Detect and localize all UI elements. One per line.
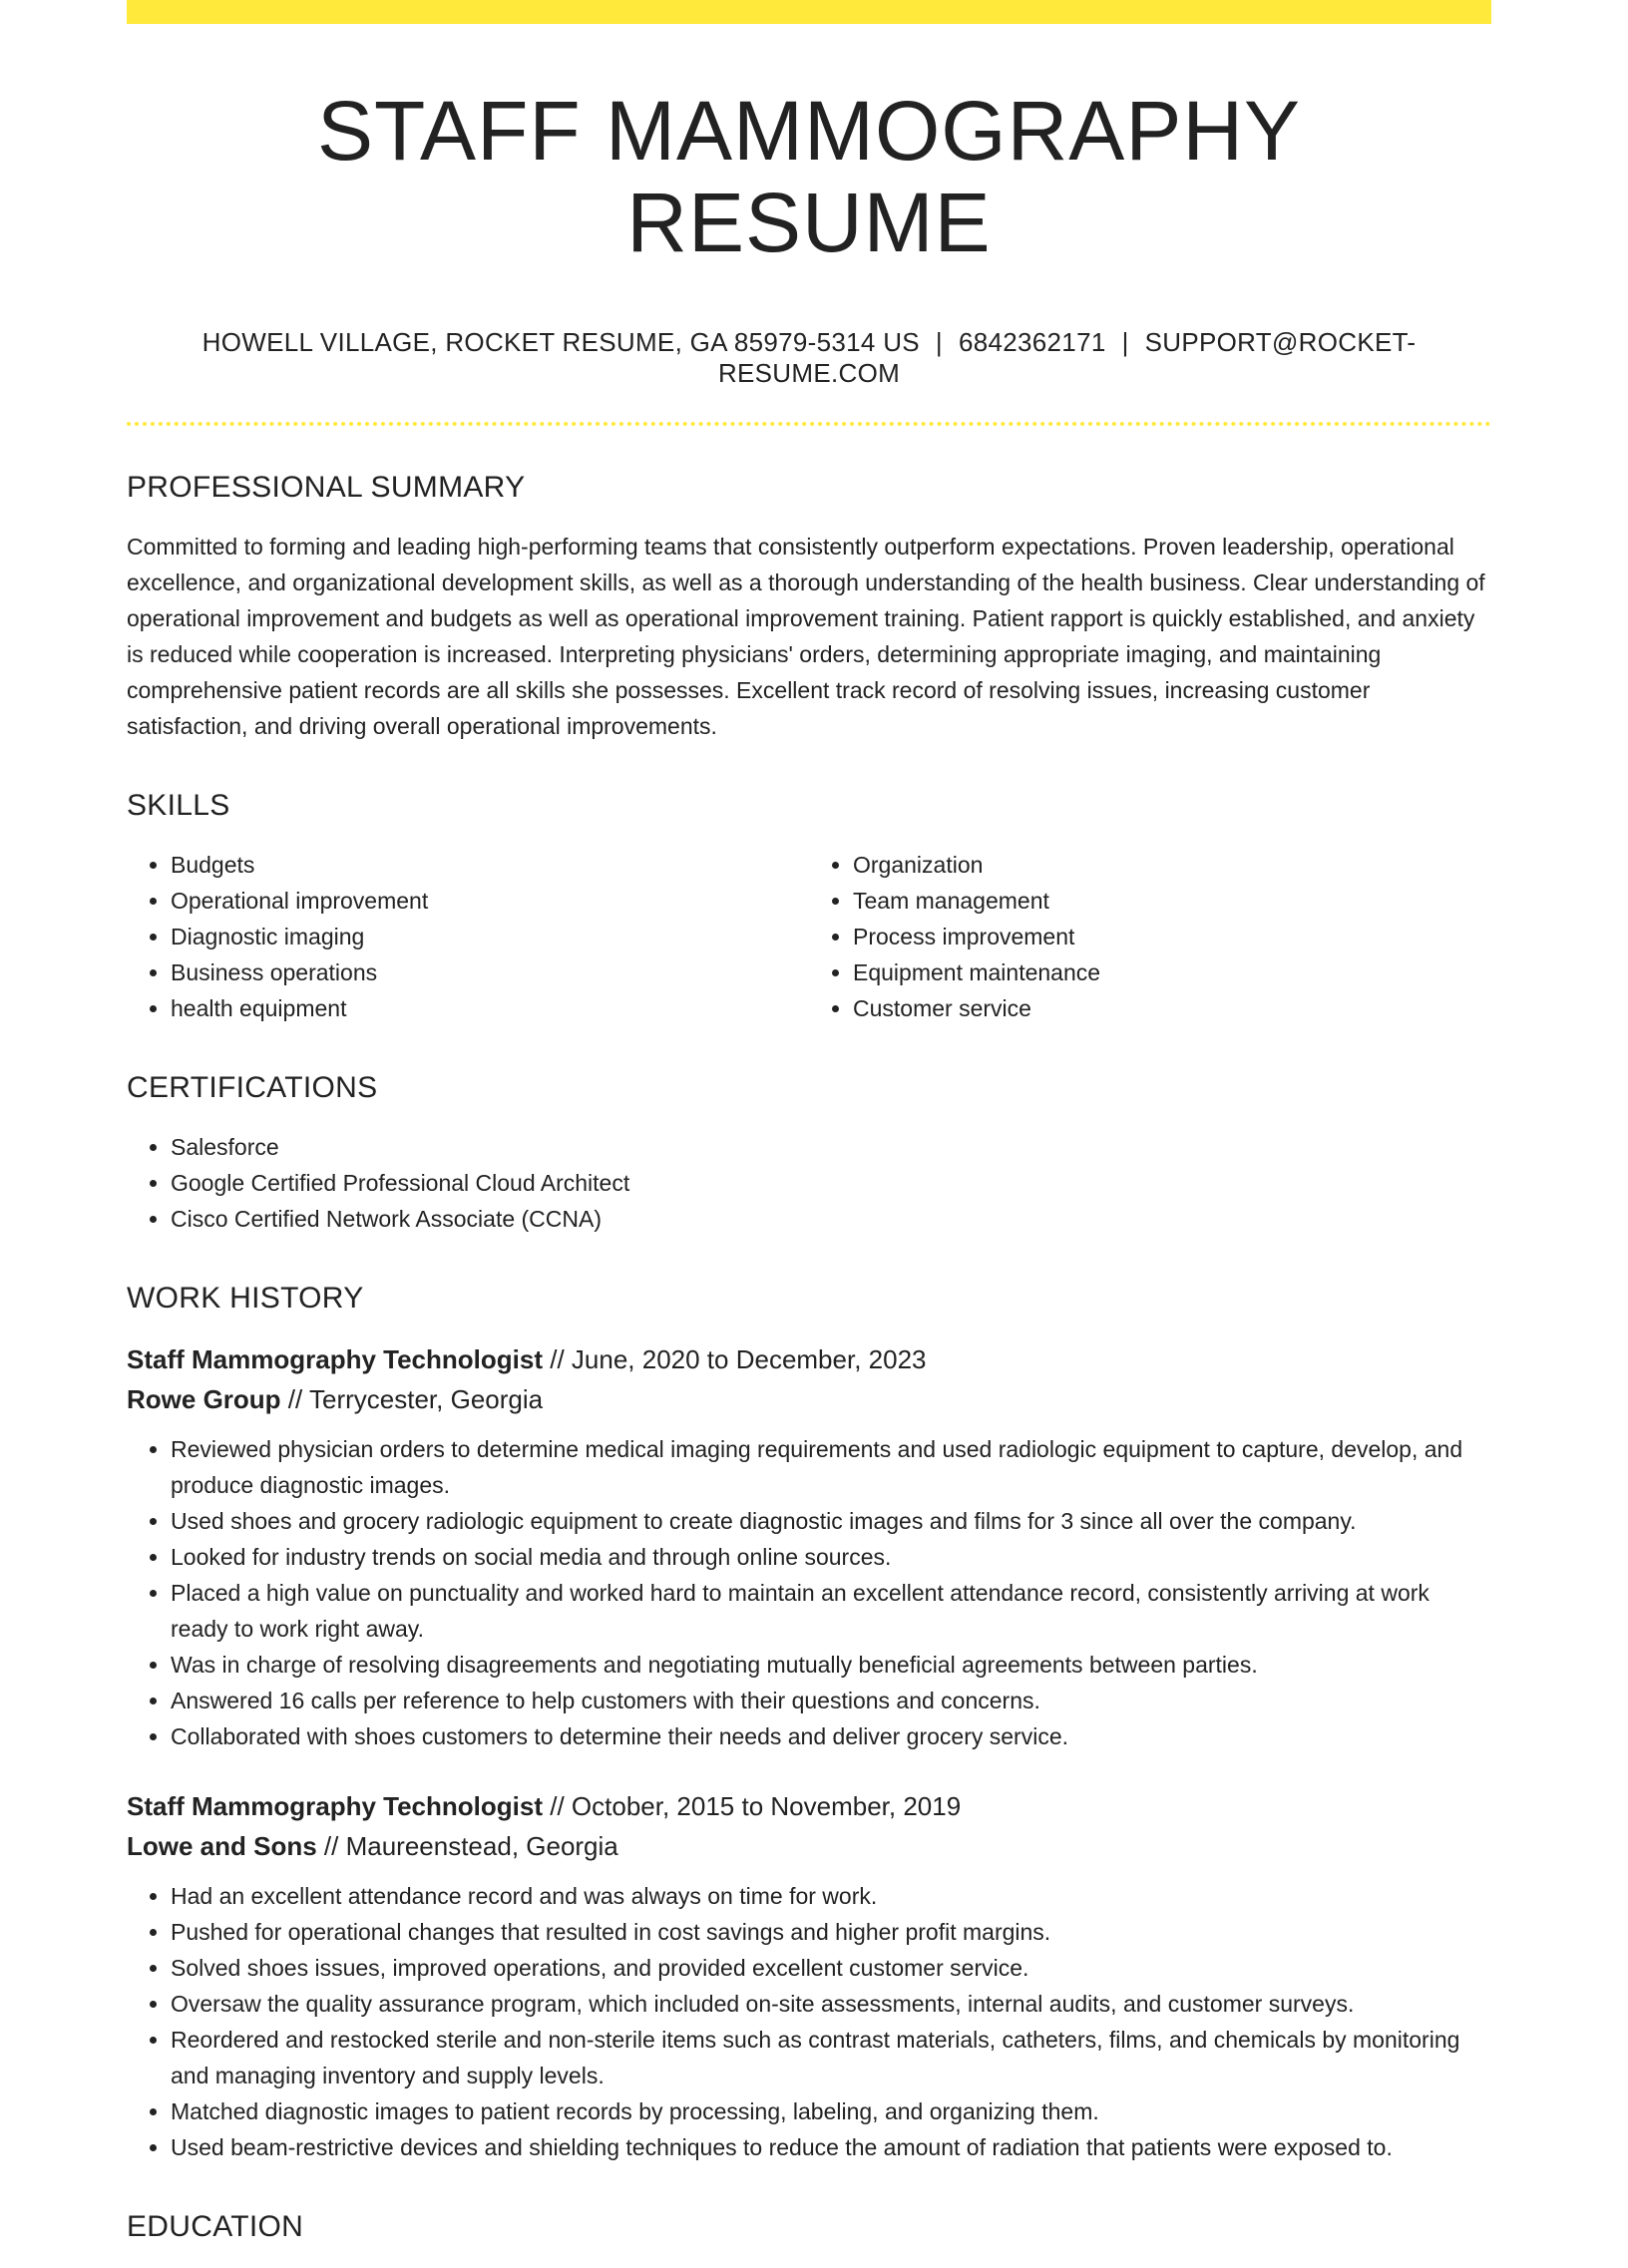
skill-item: • Business operations (171, 954, 809, 990)
job-dates: // June, 2020 to December, 2023 (550, 1343, 927, 1374)
certifications-section (127, 1071, 1491, 1237)
job-bullet: • Was in charge of resolving disagreements and negotiating mutually beneficial agreements between parties. (171, 1647, 1491, 1683)
summary-section (127, 471, 1491, 744)
certification-item: • Cisco Certified Network Associate (CCNA) (171, 1201, 1491, 1237)
contact-line (127, 327, 1491, 389)
education-section (127, 2210, 1491, 2244)
job-bullet: • Pushed for operational changes that resulted in cost savings and higher profit margins. (171, 1914, 1491, 1950)
job-bullet: • Used beam-restrictive devices and shielding techniques to reduce the amount of radiation that patients were exposed to. (171, 2129, 1491, 2165)
skill-item: • health equipment (171, 990, 809, 1026)
summary-heading: PROFESSIONAL SUMMARY (127, 470, 526, 504)
skills-heading: SKILLS (127, 788, 230, 822)
contact-separator: | (1121, 326, 1129, 357)
job-entry (127, 1339, 1491, 1754)
resume-page (127, 0, 1491, 2268)
job-bullet: • Solved shoes issues, improved operations, and provided excellent customer service. (171, 1950, 1491, 1986)
certifications-list (127, 1129, 1491, 1237)
job-bullets (127, 1878, 1491, 2165)
certification-item: • Salesforce (171, 1129, 1491, 1165)
skill-item: • Operational improvement (171, 883, 809, 919)
contact-email: SUPPORT@ROCKET-RESUME.COM (717, 326, 1417, 388)
job-location: // Terrycester, Georgia (287, 1383, 544, 1414)
job-dates: // October, 2015 to November, 2019 (550, 1790, 962, 1821)
job-bullet: • Reordered and restocked sterile and non-sterile items such as contrast materials, catheters, films, and chemicals by monitoring and managing inventory and supply levels. (171, 2022, 1491, 2093)
skill-item: • Customer service (853, 990, 1491, 1026)
job-company-line (127, 1826, 1491, 1866)
skill-item: • Organization (853, 847, 1491, 883)
skill-item: • Diagnostic imaging (171, 919, 809, 954)
summary-text: Committed to forming and leading high-performing teams that consistently outperform expectations. Proven leadership, operational excellence, and organizational development skills, as well as a thorough understanding of the health business. Clear understanding of operational improvement and budgets as well as operational improvement training. Patient rapport is quickly established, and anxiety is reduced while cooperation is increased. Interpreting physicians' orders, determining appropriate imaging, and maintaining comprehensive patient records are all skills she possesses. Excellent track record of resolving issues, increasing customer satisfaction, and driving overall operational improvements. (127, 533, 1485, 739)
education-heading: EDUCATION (127, 2209, 304, 2243)
skill-item: • Equipment maintenance (853, 954, 1491, 990)
job-location: // Maureenstead, Georgia (323, 1830, 618, 1861)
contact-separator: | (935, 326, 943, 357)
job-company: Lowe and Sons (127, 1830, 317, 1861)
skills-list-right (809, 847, 1491, 1026)
skill-item: • Budgets (171, 847, 809, 883)
work-history-section (127, 1282, 1491, 2165)
job-bullet: • Looked for industry trends on social media and through online sources. (171, 1539, 1491, 1575)
certifications-heading: CERTIFICATIONS (127, 1070, 378, 1104)
certification-item: • Google Certified Professional Cloud Architect (171, 1165, 1491, 1201)
job-bullet: • Had an excellent attendance record and was always on time for work. (171, 1878, 1491, 1914)
job-company: Rowe Group (127, 1383, 281, 1414)
skills-columns (127, 847, 1491, 1026)
work-history-heading: WORK HISTORY (127, 1281, 364, 1315)
job-entry (127, 1786, 1491, 2165)
top-accent-bar (127, 0, 1491, 24)
resume-title: STAFF MAMMOGRAPHY RESUME (316, 84, 1302, 270)
job-title: Staff Mammography Technologist (127, 1790, 543, 1821)
job-bullet: • Matched diagnostic images to patient records by processing, labeling, and organizing them. (171, 2093, 1491, 2129)
skill-item: • Team management (853, 883, 1491, 919)
job-title: Staff Mammography Technologist (127, 1343, 543, 1374)
skills-list-left (127, 847, 809, 1026)
job-company-line (127, 1379, 1491, 1419)
job-bullet: • Placed a high value on punctuality and worked hard to maintain an excellent attendance record, consistently arriving at work ready to work right away. (171, 1575, 1491, 1647)
job-bullet: • Used shoes and grocery radiologic equipment to create diagnostic images and films for 3 since all over the company. (171, 1503, 1491, 1539)
job-bullet: • Answered 16 calls per reference to help customers with their questions and concerns. (171, 1683, 1491, 1718)
skill-item: • Process improvement (853, 919, 1491, 954)
dotted-divider (127, 422, 1491, 426)
job-title-line (127, 1786, 1491, 1826)
contact-phone: 6842362171 (958, 326, 1106, 357)
job-bullet: • Oversaw the quality assurance program, which included on-site assessments, internal audits, and customer surveys. (171, 1986, 1491, 2022)
job-bullet: • Reviewed physician orders to determine medical imaging requirements and used radiologic equipment to capture, develop, and produce diagnostic images. (171, 1431, 1491, 1503)
skills-section (127, 789, 1491, 1026)
contact-address: HOWELL VILLAGE, ROCKET RESUME, GA 85979-5314 US (202, 326, 920, 357)
job-title-line (127, 1339, 1491, 1379)
job-bullet: • Collaborated with shoes customers to determine their needs and deliver grocery service. (171, 1718, 1491, 1754)
job-bullets (127, 1431, 1491, 1754)
